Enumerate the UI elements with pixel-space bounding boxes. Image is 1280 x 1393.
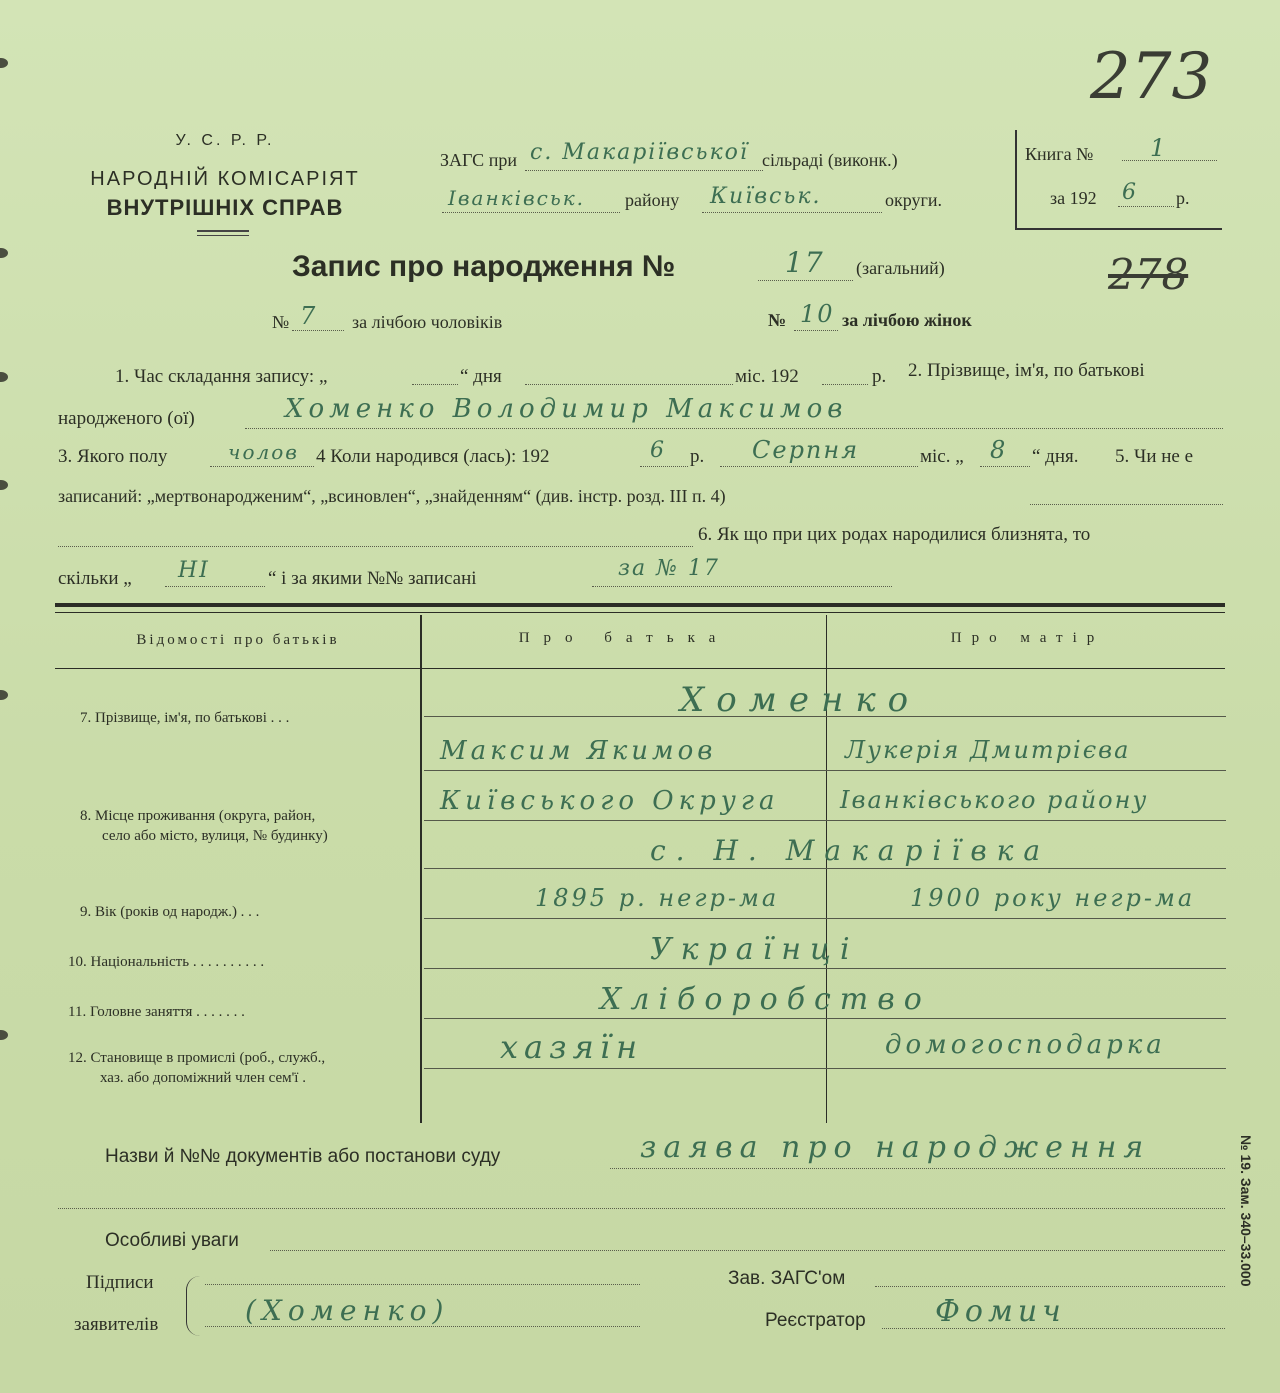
men-prefix: № [272,312,290,332]
field2-label: 2. Прізвище, ім'я, по батькові [908,360,1145,381]
twins-numbers-label: “ і за якими №№ записані [268,568,477,589]
table-col-header-mother: Про матір [950,630,1105,646]
field1-label: 1. Час складання запису: „ [115,366,328,387]
book-number: 1 [1150,134,1168,162]
table-header-rule [55,668,1225,669]
row-label-residence-2: село або місто, вулиця, № будинку) [102,828,328,844]
field2-newborn-label: народженого (ої) [58,408,195,429]
zags-okrug-label: округи. [885,190,943,210]
field1-month-line [525,384,733,385]
father-age: 1895 р. негр-ма [535,884,780,912]
row-line [424,1068,1226,1069]
zags-okrug: Київськ. [710,184,822,209]
mother-name: Лукерія Дмитрієва [845,736,1131,764]
row-label-occupation: 11. Головне заняття . . . . . . . [68,1004,245,1020]
signature-line-2 [205,1326,640,1327]
father-status: хазяїн [500,1028,644,1066]
book-year-value: 6 [1122,180,1138,205]
mother-place: Іванківського району [840,786,1149,814]
row-line [424,968,1226,969]
field6-label: 6. Як що при цих родах народилися близнята, то [698,524,1091,545]
place-village: с. Н. Макаріївка [650,834,1051,867]
issuer-department: ВНУТРІШНІХ СПРАВ [106,195,344,220]
zags-council: сільраді (виконк.) [762,150,898,170]
occupation: Хліборобство [600,982,931,1017]
row-label-status-1: 12. Становище в промислі (роб., служб., [68,1050,326,1066]
men-count: 7 [300,302,318,330]
men-count-line [292,330,344,331]
documents-label: Назви й №№ документів або постанови суду [105,1146,501,1167]
row-line [424,770,1226,771]
zags-prefix: ЗАГС при [440,150,517,170]
birth-month-line [720,466,918,467]
field1-day-line [412,384,458,385]
signatures-brace [186,1276,201,1336]
head-line [875,1286,1225,1287]
row-line [424,820,1226,821]
row-line [424,868,1226,869]
nationality: Українці [650,932,859,967]
parents-surname: Хоменко [680,680,921,720]
father-name: Максим Якимов [440,736,717,766]
book-label: Книга № [1025,144,1094,164]
row-label-status-2: хаз. або допоміжний член сем'ї . [100,1070,306,1086]
mother-age: 1900 року негр-ма [910,884,1196,912]
twins-numbers-line [592,586,892,587]
birth-year: 6 [650,438,666,463]
binding-hole [0,690,8,700]
father-place: Київського Округа [440,786,780,816]
zags-village-line [525,170,763,171]
birth-dnia: “ дня. [1032,446,1079,467]
row-label-residence-1: 8. Місце проживання (округа, район, [80,808,316,824]
binding-hole [0,58,8,68]
table-col-header-father: Про батька [518,630,730,646]
registrar-signature: Фомич [935,1294,1066,1329]
row-line [424,1018,1226,1019]
zags-district: Іванківськ. [448,186,586,210]
issuer-divider [197,230,249,236]
book-number-line [1122,160,1217,161]
women-count: 10 [800,300,835,328]
table-top-rule-thin [55,612,1225,613]
field1-year-line [822,384,868,385]
binding-hole [0,480,8,490]
twins-numbers: за № 17 [618,556,720,581]
twins-count: НІ [178,558,210,583]
field3-label: 3. Якого полу [58,446,168,467]
notes-label: Особливі уваги [105,1230,239,1251]
women-label: за лічбою жінок [842,310,972,330]
field5-text: записаний: „мертвонародженим“, „всиновлен“, „знайденням“ (див. інстр. розд. III п. 4) [58,486,726,506]
birth-mis: міс. „ [920,446,964,467]
birth-day: 8 [990,436,1008,464]
record-alt-number: 278 [1108,250,1189,299]
zags-village: с. Макаріївської [530,140,749,165]
registrar-label: Реєстратор [765,1310,866,1331]
zags-district-line [442,212,620,213]
mother-status: домогосподарка [885,1030,1166,1060]
signatures-label-1: Підписи [86,1272,154,1293]
zags-okrug-line [702,212,882,213]
table-col-header-parents: Відомості про батьків [136,632,340,648]
book-year-line [1118,206,1174,207]
birth-r: р. [690,446,705,467]
book-year-label: за 192 [1050,188,1097,208]
birth-year-line [640,466,688,467]
registrar-line [882,1328,1225,1329]
record-title: Запис про народження № [292,250,676,283]
record-general: (загальний) [856,258,945,278]
field2-line [245,428,1223,429]
print-info: № 19. Зам. 340–33.000 [1238,1135,1254,1287]
table-top-rule [55,603,1225,607]
issuer-commissariat: НАРОДНІЙ КОМІСАРІЯТ [90,168,360,190]
book-year-suffix: р. [1176,188,1190,208]
applicant-signature: (Хоменко) [245,1294,450,1327]
zags-district-label: району [625,190,680,210]
field5-line [1030,504,1223,505]
row-line [424,918,1226,919]
field4-label: 4 Коли народився (лась): 192 [316,446,550,467]
birth-day-line [980,466,1030,467]
head-label: Зав. ЗАГС'ом [728,1268,846,1289]
men-label: за лічбою чоловіків [352,312,503,332]
field1-r: р. [872,366,887,387]
women-count-line [794,330,838,331]
row-label-name: 7. Прізвище, ім'я, по батькові . . . [80,710,290,726]
twins-count-label: скільки „ [58,568,132,589]
field5-label: 5. Чи не е [1115,446,1194,467]
twins-count-line [165,586,265,587]
women-prefix: № [768,310,787,330]
signatures-label-2: заявителів [74,1314,159,1335]
notes-line [270,1250,1225,1251]
table-col-divider-1 [420,615,422,1123]
documents-value: заява про народження [640,1130,1151,1165]
binding-hole [0,372,8,382]
field1-quote: “ дня [460,366,502,387]
signature-line-1 [205,1284,640,1285]
documents-line-2 [58,1208,1225,1209]
record-number-line [758,280,853,281]
binding-hole [0,248,8,258]
row-label-nationality: 10. Національність . . . . . . . . . . [68,954,265,970]
field1-mis: міс. 192 [735,366,799,387]
documents-line [610,1168,1225,1169]
record-number: 17 [785,246,825,279]
issuer-state: У. С. Р. Р. [175,132,275,149]
archive-number: 273 [1090,40,1213,114]
sex-value: чолов [228,440,299,464]
newborn-name: Хоменко Володимир Максимов [285,394,848,424]
field5-line-2 [58,546,693,547]
row-label-age: 9. Вік (років од народж.) . . . [80,904,260,920]
sex-line [210,466,314,467]
birth-month: Серпня [752,436,860,464]
binding-hole [0,1030,8,1040]
